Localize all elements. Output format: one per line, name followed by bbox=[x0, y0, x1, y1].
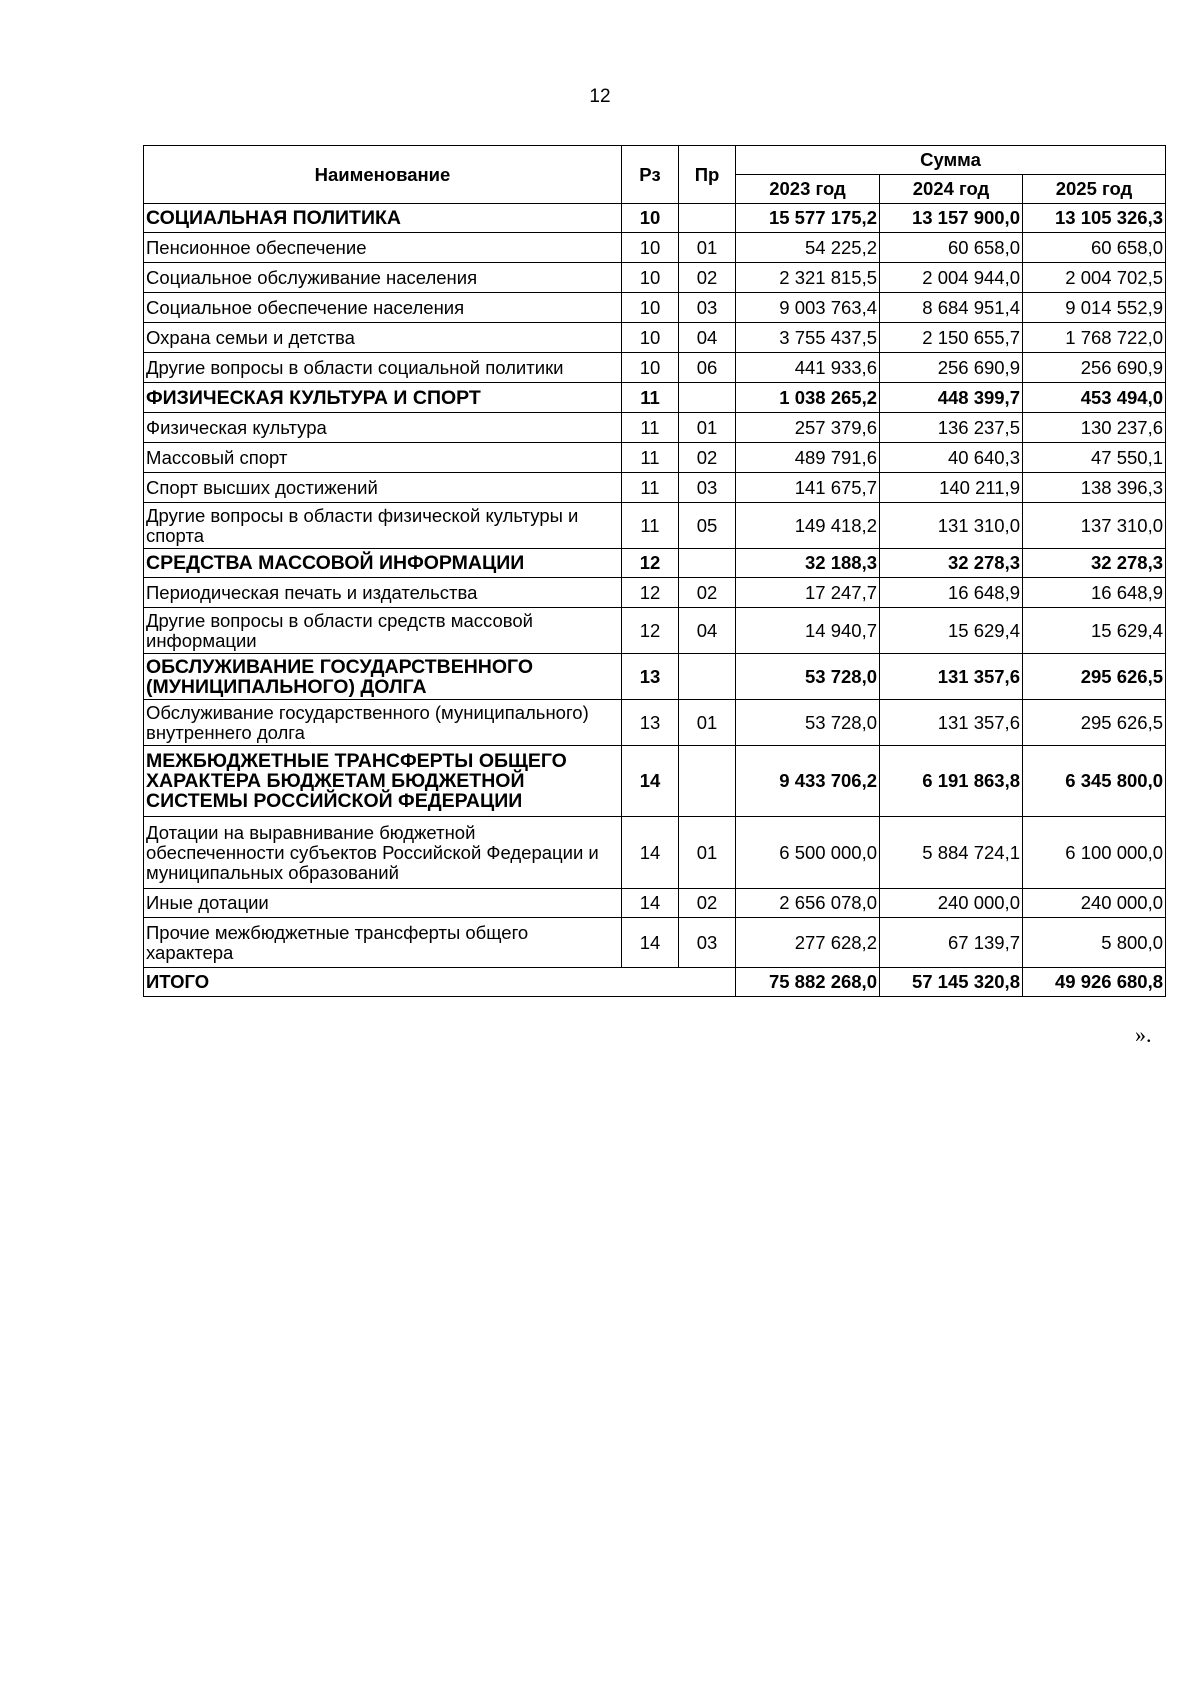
row-pr: 01 bbox=[679, 817, 736, 889]
row-value-2023: 6 500 000,0 bbox=[736, 817, 880, 889]
row-rz: 11 bbox=[622, 383, 679, 413]
row-value-2025: 256 690,9 bbox=[1023, 353, 1166, 383]
row-rz: 10 bbox=[622, 353, 679, 383]
row-rz: 14 bbox=[622, 746, 679, 817]
row-name: Другие вопросы в области социальной политики bbox=[144, 353, 622, 383]
table-row bbox=[144, 293, 1166, 323]
row-value-2024: 131 357,6 bbox=[880, 700, 1023, 746]
header-sum: Сумма bbox=[736, 146, 1166, 175]
row-pr: 05 bbox=[679, 503, 736, 549]
row-value-2023: 2 321 815,5 bbox=[736, 263, 880, 293]
row-value-2024: 140 211,9 bbox=[880, 473, 1023, 503]
header-year-2025: 2025 год bbox=[1023, 175, 1166, 204]
row-value-2025: 2 004 702,5 bbox=[1023, 263, 1166, 293]
row-rz: 13 bbox=[622, 654, 679, 700]
row-value-2025: 1 768 722,0 bbox=[1023, 323, 1166, 353]
row-value-2025: 9 014 552,9 bbox=[1023, 293, 1166, 323]
row-value-2023: 53 728,0 bbox=[736, 654, 880, 700]
row-value-2023: 1 038 265,2 bbox=[736, 383, 880, 413]
row-name: ФИЗИЧЕСКАЯ КУЛЬТУРА И СПОРТ bbox=[144, 383, 622, 413]
row-rz: 11 bbox=[622, 473, 679, 503]
row-value-2025: 5 800,0 bbox=[1023, 918, 1166, 968]
total-value-2023: 75 882 268,0 bbox=[736, 968, 880, 997]
row-value-2024: 15 629,4 bbox=[880, 608, 1023, 654]
row-value-2024: 2 150 655,7 bbox=[880, 323, 1023, 353]
row-value-2023: 15 577 175,2 bbox=[736, 204, 880, 233]
row-value-2025: 15 629,4 bbox=[1023, 608, 1166, 654]
row-value-2023: 257 379,6 bbox=[736, 413, 880, 443]
row-rz: 10 bbox=[622, 293, 679, 323]
row-pr bbox=[679, 746, 736, 817]
row-value-2024: 6 191 863,8 bbox=[880, 746, 1023, 817]
row-value-2024: 131 357,6 bbox=[880, 654, 1023, 700]
table-row bbox=[144, 654, 1166, 700]
table-row bbox=[144, 608, 1166, 654]
row-name: Охрана семьи и детства bbox=[144, 323, 622, 353]
row-value-2024: 256 690,9 bbox=[880, 353, 1023, 383]
row-value-2025: 13 105 326,3 bbox=[1023, 204, 1166, 233]
row-pr bbox=[679, 549, 736, 578]
row-value-2024: 448 399,7 bbox=[880, 383, 1023, 413]
row-pr: 03 bbox=[679, 293, 736, 323]
row-pr: 01 bbox=[679, 700, 736, 746]
row-value-2023: 149 418,2 bbox=[736, 503, 880, 549]
row-name: Периодическая печать и издательства bbox=[144, 578, 622, 608]
row-value-2024: 8 684 951,4 bbox=[880, 293, 1023, 323]
row-value-2025: 453 494,0 bbox=[1023, 383, 1166, 413]
row-value-2024: 240 000,0 bbox=[880, 889, 1023, 918]
header-name: Наименование bbox=[144, 146, 622, 204]
row-pr: 01 bbox=[679, 233, 736, 263]
total-value-2025: 49 926 680,8 bbox=[1023, 968, 1166, 997]
row-value-2023: 54 225,2 bbox=[736, 233, 880, 263]
row-pr: 04 bbox=[679, 608, 736, 654]
row-rz: 10 bbox=[622, 323, 679, 353]
row-value-2024: 60 658,0 bbox=[880, 233, 1023, 263]
row-name: Обслуживание государственного (муниципального) внутреннего долга bbox=[144, 700, 622, 746]
table-row bbox=[144, 353, 1166, 383]
row-pr: 04 bbox=[679, 323, 736, 353]
total-label: ИТОГО bbox=[144, 968, 736, 997]
row-name: СРЕДСТВА МАССОВОЙ ИНФОРМАЦИИ bbox=[144, 549, 622, 578]
table-row bbox=[144, 549, 1166, 578]
row-rz: 11 bbox=[622, 413, 679, 443]
row-rz: 13 bbox=[622, 700, 679, 746]
row-rz: 12 bbox=[622, 578, 679, 608]
row-value-2024: 136 237,5 bbox=[880, 413, 1023, 443]
row-name: МЕЖБЮДЖЕТНЫЕ ТРАНСФЕРТЫ ОБЩЕГО ХАРАКТЕРА БЮДЖЕТАМ БЮДЖЕТНОЙ СИСТЕМЫ РОССИЙСКОЙ ФЕДЕРАЦИИ bbox=[144, 746, 622, 817]
row-value-2023: 53 728,0 bbox=[736, 700, 880, 746]
table-row bbox=[144, 323, 1166, 353]
table-row bbox=[144, 473, 1166, 503]
row-value-2023: 9 003 763,4 bbox=[736, 293, 880, 323]
row-value-2023: 3 755 437,5 bbox=[736, 323, 880, 353]
table-row bbox=[144, 204, 1166, 233]
row-value-2024: 131 310,0 bbox=[880, 503, 1023, 549]
row-rz: 10 bbox=[622, 263, 679, 293]
row-name: Пенсионное обеспечение bbox=[144, 233, 622, 263]
row-rz: 12 bbox=[622, 549, 679, 578]
row-value-2025: 137 310,0 bbox=[1023, 503, 1166, 549]
row-pr: 02 bbox=[679, 443, 736, 473]
row-name: Социальное обеспечение населения bbox=[144, 293, 622, 323]
row-value-2025: 16 648,9 bbox=[1023, 578, 1166, 608]
row-value-2024: 32 278,3 bbox=[880, 549, 1023, 578]
row-value-2023: 32 188,3 bbox=[736, 549, 880, 578]
row-value-2023: 9 433 706,2 bbox=[736, 746, 880, 817]
row-value-2024: 40 640,3 bbox=[880, 443, 1023, 473]
total-value-2024: 57 145 320,8 bbox=[880, 968, 1023, 997]
row-name: Иные дотации bbox=[144, 889, 622, 918]
row-value-2025: 47 550,1 bbox=[1023, 443, 1166, 473]
row-value-2023: 2 656 078,0 bbox=[736, 889, 880, 918]
table-body bbox=[144, 204, 1166, 997]
row-pr: 02 bbox=[679, 578, 736, 608]
header-rz: Рз bbox=[622, 146, 679, 204]
row-value-2024: 67 139,7 bbox=[880, 918, 1023, 968]
row-pr: 03 bbox=[679, 918, 736, 968]
table-row bbox=[144, 443, 1166, 473]
row-rz: 14 bbox=[622, 918, 679, 968]
row-value-2023: 14 940,7 bbox=[736, 608, 880, 654]
row-pr bbox=[679, 383, 736, 413]
closing-quote: ». bbox=[1135, 1022, 1152, 1047]
row-rz: 11 bbox=[622, 503, 679, 549]
row-pr: 03 bbox=[679, 473, 736, 503]
row-value-2023: 489 791,6 bbox=[736, 443, 880, 473]
row-pr bbox=[679, 654, 736, 700]
row-value-2025: 6 345 800,0 bbox=[1023, 746, 1166, 817]
row-name: Прочие межбюджетные трансферты общего характера bbox=[144, 918, 622, 968]
table-row bbox=[144, 263, 1166, 293]
table-row bbox=[144, 918, 1166, 968]
row-rz: 12 bbox=[622, 608, 679, 654]
row-value-2023: 141 675,7 bbox=[736, 473, 880, 503]
header-year-2024: 2024 год bbox=[880, 175, 1023, 204]
row-rz: 10 bbox=[622, 233, 679, 263]
row-pr: 01 bbox=[679, 413, 736, 443]
row-value-2025: 60 658,0 bbox=[1023, 233, 1166, 263]
total-row bbox=[144, 968, 1166, 997]
row-value-2023: 441 933,6 bbox=[736, 353, 880, 383]
table-row bbox=[144, 383, 1166, 413]
row-rz: 14 bbox=[622, 817, 679, 889]
row-value-2025: 32 278,3 bbox=[1023, 549, 1166, 578]
header-year-2023: 2023 год bbox=[736, 175, 880, 204]
row-value-2025: 130 237,6 bbox=[1023, 413, 1166, 443]
row-value-2025: 240 000,0 bbox=[1023, 889, 1166, 918]
table-row bbox=[144, 578, 1166, 608]
row-rz: 10 bbox=[622, 204, 679, 233]
row-name: ОБСЛУЖИВАНИЕ ГОСУДАРСТВЕННОГО (МУНИЦИПАЛЬНОГО) ДОЛГА bbox=[144, 654, 622, 700]
budget-table bbox=[143, 145, 1166, 997]
row-pr: 02 bbox=[679, 263, 736, 293]
row-rz: 11 bbox=[622, 443, 679, 473]
table-row bbox=[144, 889, 1166, 918]
page-number: 12 bbox=[589, 86, 611, 107]
row-value-2024: 16 648,9 bbox=[880, 578, 1023, 608]
table-row bbox=[144, 817, 1166, 889]
row-pr: 06 bbox=[679, 353, 736, 383]
row-name: Социальное обслуживание населения bbox=[144, 263, 622, 293]
row-value-2023: 277 628,2 bbox=[736, 918, 880, 968]
row-value-2023: 17 247,7 bbox=[736, 578, 880, 608]
table-row bbox=[144, 700, 1166, 746]
row-rz: 14 bbox=[622, 889, 679, 918]
header-pr: Пр bbox=[679, 146, 736, 204]
row-value-2025: 6 100 000,0 bbox=[1023, 817, 1166, 889]
row-value-2025: 295 626,5 bbox=[1023, 654, 1166, 700]
row-name: СОЦИАЛЬНАЯ ПОЛИТИКА bbox=[144, 204, 622, 233]
row-pr: 02 bbox=[679, 889, 736, 918]
table-row bbox=[144, 746, 1166, 817]
table-row bbox=[144, 503, 1166, 549]
row-name: Физическая культура bbox=[144, 413, 622, 443]
row-value-2024: 5 884 724,1 bbox=[880, 817, 1023, 889]
row-name: Спорт высших достижений bbox=[144, 473, 622, 503]
row-name: Другие вопросы в области физической культуры и спорта bbox=[144, 503, 622, 549]
row-value-2025: 295 626,5 bbox=[1023, 700, 1166, 746]
row-name: Дотации на выравнивание бюджетной обеспеченности субъектов Российской Федерации и муниципальных образований bbox=[144, 817, 622, 889]
row-value-2024: 13 157 900,0 bbox=[880, 204, 1023, 233]
row-value-2024: 2 004 944,0 bbox=[880, 263, 1023, 293]
row-pr bbox=[679, 204, 736, 233]
row-name: Другие вопросы в области средств массовой информации bbox=[144, 608, 622, 654]
table-row bbox=[144, 233, 1166, 263]
row-name: Массовый спорт bbox=[144, 443, 622, 473]
table-row bbox=[144, 413, 1166, 443]
row-value-2025: 138 396,3 bbox=[1023, 473, 1166, 503]
